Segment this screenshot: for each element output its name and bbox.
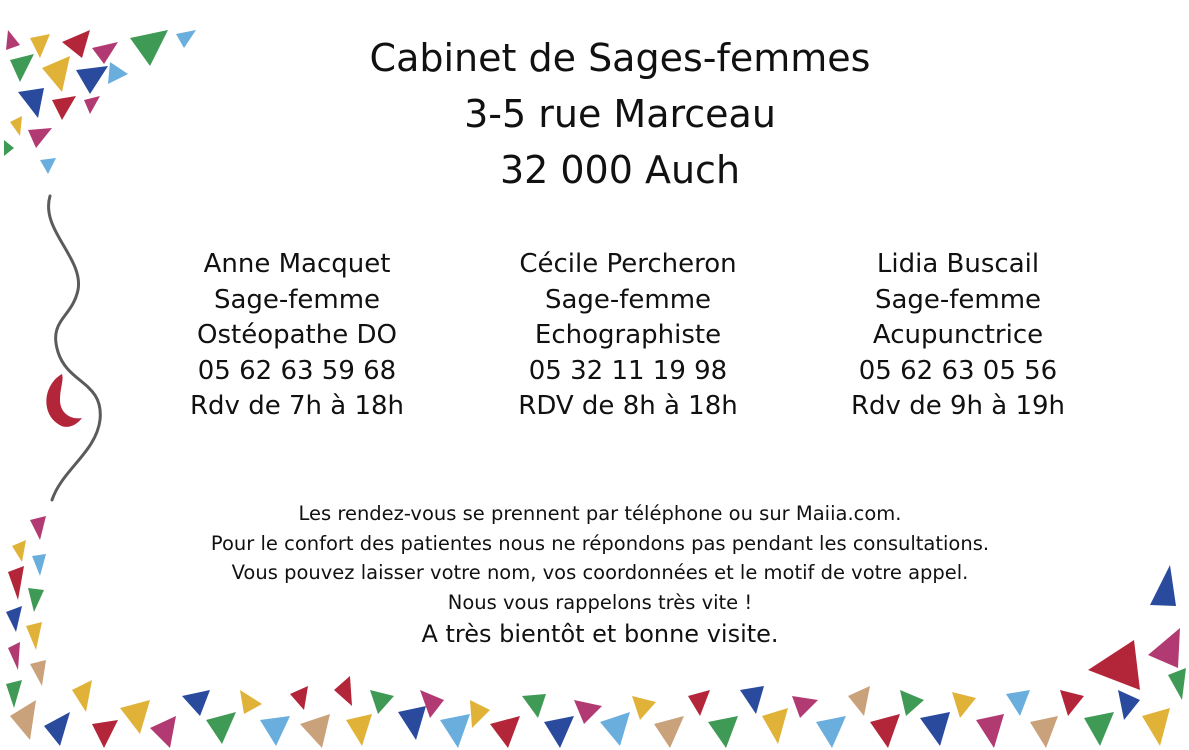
practitioner-specialty: Echographiste [534,320,722,350]
pregnancy-silhouette-curve-icon [46,196,100,500]
office-city: 32 000 Auch [499,148,741,192]
practitioner-name: Cécile Percheron [519,249,737,279]
practitioner-phone: 05 62 63 59 68 [197,355,397,386]
practitioner-role: Sage-femme [213,284,381,315]
top-left-confetti [4,30,196,174]
closing-message: A très bientôt et bonne visite. [421,620,779,648]
practitioner-phone: 05 32 11 19 98 [528,355,728,386]
practitioner-specialty: Acupunctrice [872,320,1044,350]
note-line: Vous pouvez laisser votre nom, vos coordonnées et le motif de votre appel. [231,561,969,584]
note-line: Les rendez-vous se prennent par téléphone ou sur Maiia.com. [298,502,902,525]
practitioner-role: Sage-femme [544,284,712,315]
practitioner-name: Anne Macquet [203,249,391,279]
practitioner-card-cecile [478,247,778,425]
left-side-confetti [6,516,46,708]
practitioner-role: Sage-femme [874,284,1042,315]
practitioner-hours: Rdv de 9h à 19h [850,391,1066,421]
appointment-notes [150,499,1050,617]
practitioner-card-lidia [808,247,1108,425]
practitioner-card-anne [147,247,447,425]
practitioner-name: Lidia Buscail [876,249,1040,279]
practitioner-phone: 05 62 63 05 56 [858,355,1058,386]
note-line: Pour le confort des patientes nous ne répondons pas pendant les consultations. [210,531,990,555]
right-side-confetti [1088,565,1186,700]
office-street: 3-5 rue Marceau [464,92,776,136]
practitioner-hours: RDV de 8h à 18h [518,391,738,421]
office-title: Cabinet de Sages-femmes [369,36,871,80]
office-header [310,30,930,198]
note-line: Nous vous rappelons très vite ! [447,590,753,614]
practitioner-specialty: Ostéopathe DO [197,320,397,350]
practitioner-hours: Rdv de 7h à 18h [189,391,405,421]
bottom-confetti [10,676,1170,748]
